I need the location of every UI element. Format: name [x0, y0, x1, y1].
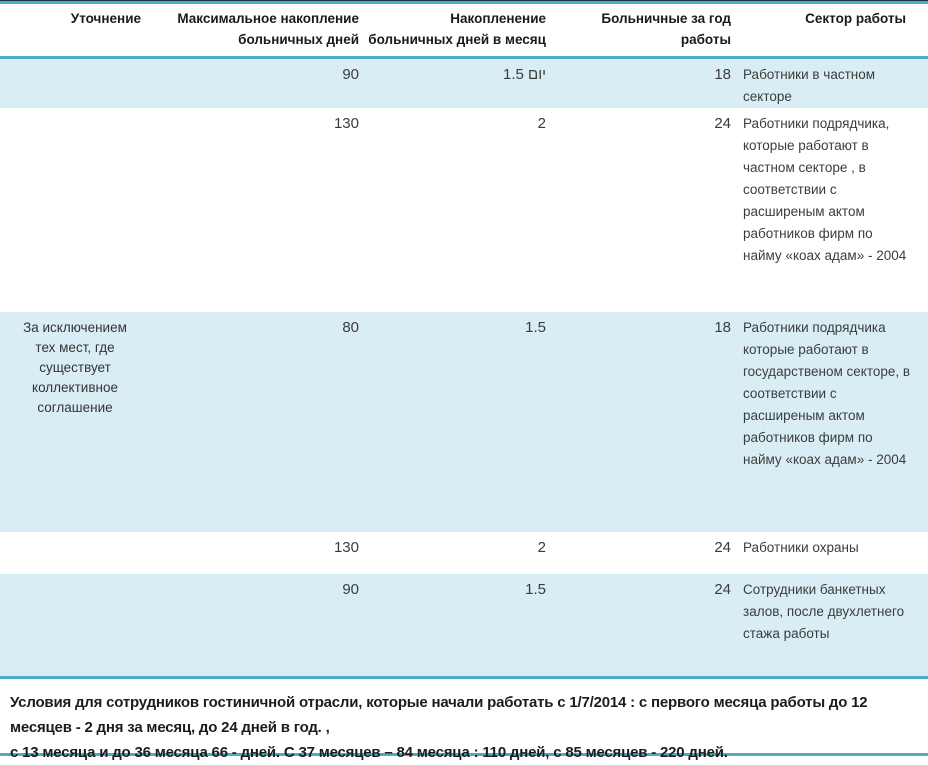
cell-max-days: 130	[333, 538, 359, 556]
cell-per-month: 2	[537, 114, 546, 132]
cell-clarification: За исключением тех мест, где существует коллективное соглашение	[0, 312, 150, 532]
cell-max-days: 90	[150, 574, 365, 678]
sick-days-table	[0, 4, 928, 679]
column-header-per-year: Больничные за год работы	[557, 4, 735, 57]
table-header-row	[0, 4, 928, 57]
cell-clarification	[0, 574, 150, 678]
cell-sector: Работники подрядчика которые работают в государственом секторе, в соответствии с расширеным актом работников фирм по найму «коах адам» - 2004	[735, 312, 928, 532]
cell-clarification	[0, 57, 150, 108]
table-row	[0, 108, 928, 312]
cell-per-month: 1.5	[365, 574, 557, 678]
cell-per-year: 24	[714, 114, 731, 132]
cell-max-days: 90	[150, 57, 365, 108]
cell-per-month: יום 1.5	[365, 57, 557, 108]
cell-per-month: 1.5	[365, 312, 557, 532]
table-row	[0, 312, 928, 532]
cell-clarification	[0, 108, 150, 312]
footnote-paragraph: Условия для сотрудников гостиничной отрасли, которые начали работать с 1/7/2014 : с первого месяца работы до 12 месяцев - 2 дня за месяц, до 24 дней в год. ,	[10, 694, 868, 736]
cell-per-year: 24	[714, 538, 731, 556]
cell-sector: Работники охраны	[743, 539, 859, 555]
hotel-industry-footnote	[0, 679, 928, 761]
column-header-clarification: Уточнение	[0, 4, 150, 57]
cell-sector: Сотрудники банкетных залов, после двухлетнего стажа работы	[735, 574, 928, 678]
footnote-paragraph: с 13 месяца и до 36 месяца 66 - дней. С 37 месяцев – 84 месяца : 110 дней, с 85 месяцев - 220 дней.	[10, 744, 728, 761]
cell-per-month: 2	[537, 538, 546, 556]
cell-per-year: 24	[557, 574, 735, 678]
column-header-max-accumulation: Максимальное накопление больничных дней	[150, 4, 365, 57]
table-row	[0, 532, 928, 574]
cell-sector: Работники в частном секторе	[735, 57, 928, 108]
cell-clarification	[0, 532, 150, 574]
cell-per-year: 18	[557, 312, 735, 532]
cell-max-days: 130	[333, 114, 359, 132]
column-header-monthly-accumulation: Накопленение больничных дней в месяц	[365, 4, 557, 57]
table-row	[0, 57, 928, 108]
cell-sector: Работники подрядчика, которые работают в частном секторе , в соответствии с расширеным актом работников фирм по найму «коах адам» - 2004	[743, 115, 907, 263]
table-row	[0, 574, 928, 678]
column-header-sector: Сектор работы	[735, 4, 928, 57]
cell-max-days: 80	[150, 312, 365, 532]
cell-per-year: 18	[557, 57, 735, 108]
